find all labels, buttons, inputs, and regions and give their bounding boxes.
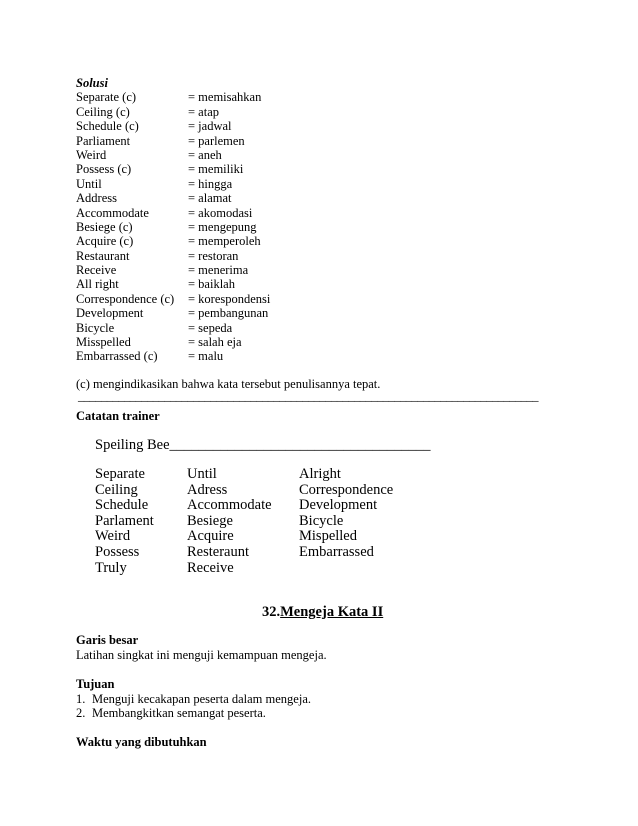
solusi-word: Until	[76, 176, 102, 191]
solusi-word: Development	[76, 306, 144, 321]
spelling-word: Weird	[95, 528, 131, 545]
solusi-row	[76, 134, 270, 148]
solusi-row	[76, 263, 270, 277]
solusi-word: Misspelled	[76, 335, 131, 350]
solusi-row	[76, 177, 270, 191]
spelling-bee-heading: Speiling Bee____________________________________	[95, 437, 431, 453]
word-row	[95, 483, 393, 499]
solusi-translation: = hingga	[188, 176, 233, 191]
solusi-translation: = jadwal	[188, 119, 232, 134]
solusi-translation: = restoran	[188, 248, 239, 263]
solusi-rows	[76, 90, 270, 363]
section-heading	[262, 605, 383, 621]
solusi-word: Accommodate	[76, 205, 149, 220]
tujuan-item-number: 1.	[76, 692, 86, 706]
spelling-word: Mispelled	[299, 528, 357, 545]
solusi-translation: = alamat	[188, 191, 232, 206]
spelling-word: Alright	[299, 466, 341, 482]
solusi-translation: = parlemen	[188, 133, 245, 148]
solusi-row	[76, 220, 270, 234]
spelling-word: Receive	[187, 559, 234, 576]
solusi-word: Weird	[76, 147, 107, 162]
solusi-translation: = memisahkan	[188, 90, 262, 105]
solusi-translation: = sepeda	[188, 320, 233, 335]
solusi-row	[76, 335, 270, 349]
solusi-translation: = memiliki	[188, 162, 244, 177]
solusi-translation: = baiklah	[188, 277, 235, 292]
solusi-translation: = akomodasi	[188, 205, 253, 220]
solusi-word: Parliament	[76, 133, 131, 148]
section-title: Mengeja Kata II	[280, 604, 384, 620]
solusi-translation: = atap	[188, 104, 219, 119]
spelling-word: Parlament	[95, 512, 154, 529]
spelling-word: Accommodate	[187, 497, 272, 514]
solusi-translation: = korespondensi	[188, 291, 271, 306]
solusi-word: Correspondence (c)	[76, 291, 175, 306]
solusi-block	[76, 76, 270, 364]
word-row	[95, 514, 393, 530]
spelling-word: Bicycle	[299, 512, 344, 529]
spelling-word: Until	[187, 466, 217, 482]
tujuan-item	[76, 692, 311, 706]
solusi-row	[76, 349, 270, 363]
solusi-row	[76, 292, 270, 306]
solusi-word: Acquire (c)	[76, 234, 134, 249]
solusi-word: Possess (c)	[76, 162, 132, 177]
word-row	[95, 498, 393, 514]
spelling-word: Separate	[95, 466, 145, 482]
solusi-row	[76, 105, 270, 119]
word-row	[95, 561, 393, 577]
solusi-row	[76, 206, 270, 220]
spelling-word: Truly	[95, 559, 127, 576]
solusi-row	[76, 90, 270, 104]
section-number: 32.	[262, 604, 281, 620]
solusi-word: Embarrassed (c)	[76, 349, 158, 364]
solusi-word: Restaurant	[76, 248, 130, 263]
word-row	[95, 467, 393, 483]
catatan-trainer-title: Catatan trainer	[76, 409, 160, 423]
tujuan-title: Tujuan	[76, 677, 115, 691]
tujuan-item-text: Menguji kecakapan peserta dalam mengeja.	[92, 692, 312, 706]
solusi-word: Separate (c)	[76, 90, 137, 105]
tujuan-item-number: 2.	[76, 706, 86, 721]
tujuan-item	[76, 706, 311, 720]
solusi-row	[76, 162, 270, 176]
spelling-word: Ceiling	[95, 481, 138, 498]
solusi-word: Address	[76, 191, 117, 206]
solusi-translation: = malu	[188, 349, 224, 364]
spelling-word: Possess	[95, 543, 140, 560]
solusi-row	[76, 321, 270, 335]
spelling-word: Schedule	[95, 497, 149, 514]
spelling-word: Resteraunt	[187, 543, 250, 560]
spelling-word: Correspondence	[299, 481, 394, 498]
solusi-translation: = aneh	[188, 147, 222, 162]
solusi-row	[76, 306, 270, 320]
solusi-note: (c) mengindikasikan bahwa kata tersebut penulisannya tepat.	[76, 377, 381, 391]
solusi-word: Receive	[76, 263, 117, 278]
solusi-translation: = salah eja	[188, 335, 242, 350]
garis-besar-title: Garis besar	[76, 633, 139, 647]
spelling-word: Development	[299, 497, 378, 514]
spelling-word-grid	[95, 467, 393, 576]
solusi-translation: = memperoleh	[188, 234, 261, 249]
word-row	[95, 545, 393, 561]
solusi-row	[76, 119, 270, 133]
spelling-word: Embarrassed	[299, 543, 374, 560]
solusi-word: All right	[76, 277, 119, 292]
solusi-word: Schedule (c)	[76, 119, 139, 134]
solusi-row	[76, 277, 270, 291]
solusi-row	[76, 148, 270, 162]
solusi-row	[76, 191, 270, 205]
spelling-word: Besiege	[187, 512, 233, 529]
solusi-translation: = menerima	[188, 263, 249, 278]
solusi-word: Ceiling (c)	[76, 104, 130, 119]
solusi-row	[76, 249, 270, 263]
solusi-word: Besiege (c)	[76, 219, 133, 234]
tujuan-list	[76, 692, 311, 721]
word-row	[95, 529, 393, 545]
solusi-translation: = pembangunan	[188, 306, 269, 321]
tujuan-item-text: Membangkitkan semangat peserta.	[92, 706, 266, 721]
solusi-translation: = mengepung	[188, 219, 257, 234]
divider-line: ________________________________________________________________________________	[78, 389, 538, 403]
waktu-title: Waktu yang dibutuhkan	[76, 735, 207, 749]
spelling-word: Adress	[187, 481, 228, 498]
solusi-word: Bicycle	[76, 320, 115, 335]
garis-besar-text: Latihan singkat ini menguji kemampuan mengeja.	[76, 648, 327, 662]
spelling-word: Acquire	[187, 528, 234, 545]
solusi-row	[76, 234, 270, 248]
solusi-title: Solusi	[76, 76, 108, 90]
